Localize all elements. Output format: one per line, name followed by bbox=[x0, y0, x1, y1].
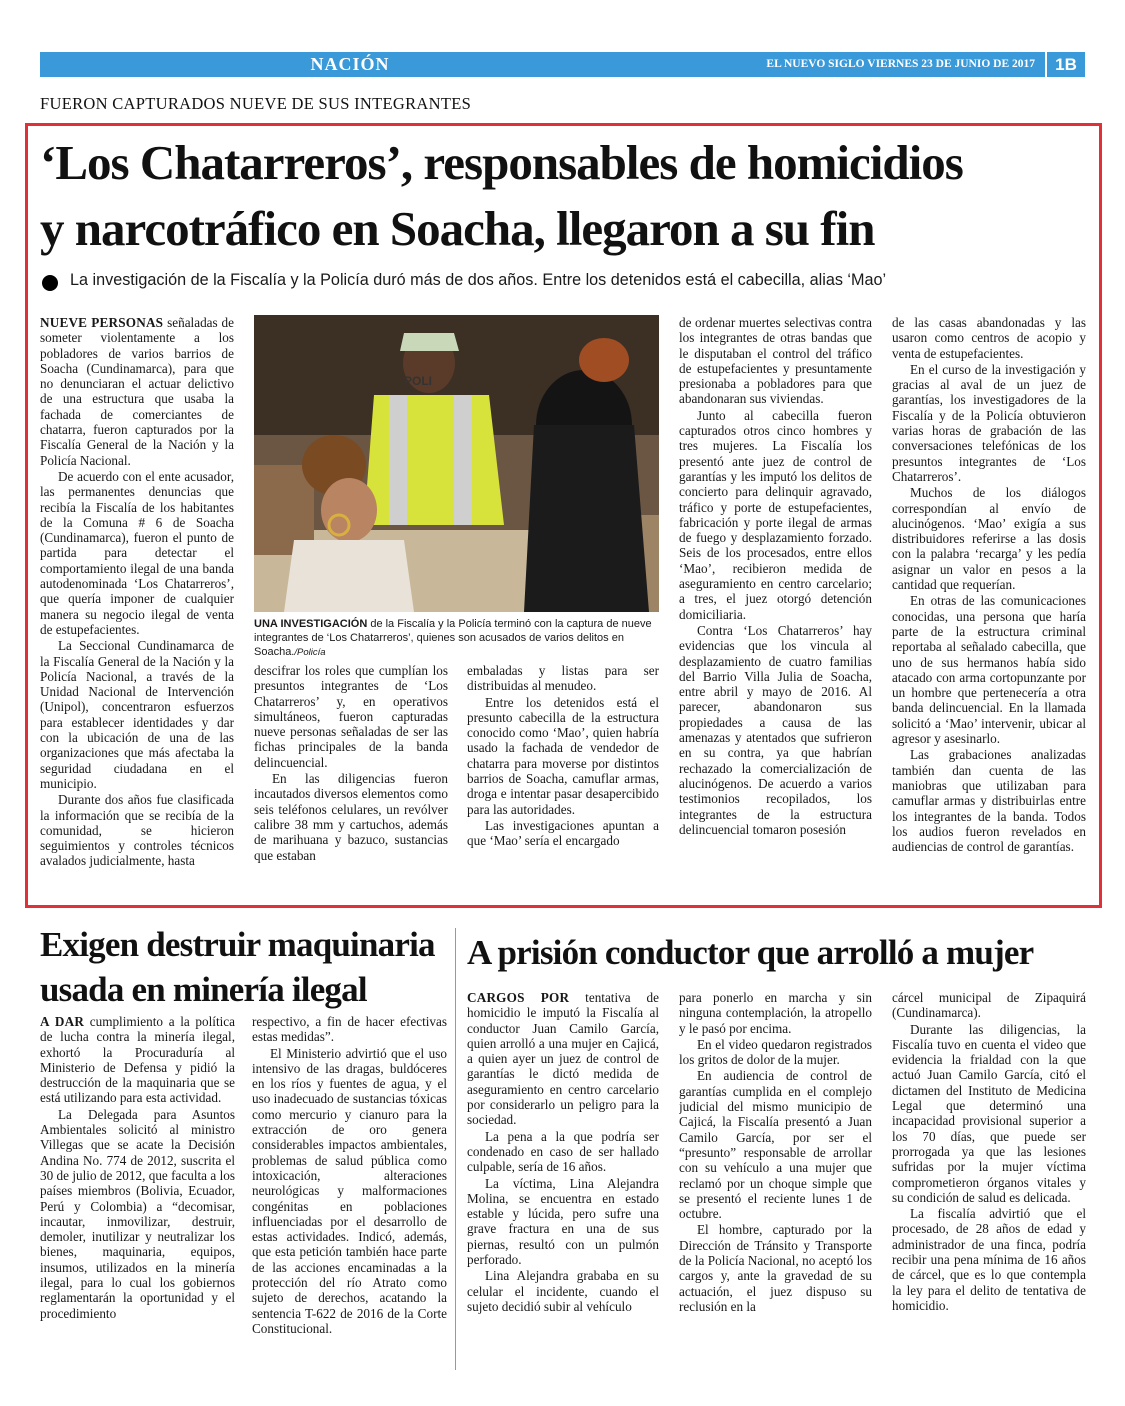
paragraph: embaladas y listas para ser distribuidas al menudeo. bbox=[467, 663, 659, 694]
main-column-2 bbox=[254, 663, 448, 885]
main-subheadline bbox=[42, 270, 1102, 296]
paragraph: En audiencia de control de garantías cumplida en el complejo judicial del mismo municipio de Cajicá, la Fiscalía presentó a Juan Camilo García, por ser el “presunto” responsable de arrollar con su vehículo a una mujer que reclamó por un choque simple que se presentó el reciente lunes 1 de octubre. bbox=[679, 1068, 872, 1222]
paragraph: En el video quedaron registrados los gritos de dolor de la mujer. bbox=[679, 1036, 872, 1068]
paragraph: de ordenar muertes selectivas contra los integrantes de otras bandas que le disputaban el control del tráfico de estupefacientes y presuntamente presionaba a pobladores para que abandonaran sus viviendas. bbox=[679, 315, 872, 407]
article3-column-3 bbox=[892, 990, 1086, 1374]
paragraph: El hombre, capturado por la Dirección de Tránsito y Transporte de la Policía Nacional, no aceptó los cargos y, ante la gravedad de su actuación, el juez dispuso su reclusión en la bbox=[679, 1222, 872, 1314]
publication-date-line: EL NUEVO SIGLO VIERNES 23 DE JUNIO DE 2017 bbox=[766, 58, 1035, 70]
paragraph: respectivo, a fin de hacer efectivas estas medidas”. bbox=[252, 1014, 447, 1045]
paragraph: para ponerlo en marcha y sin ninguna contemplación, la atropello y le pasó por encima. bbox=[679, 990, 872, 1036]
page-number: 1B bbox=[1045, 52, 1085, 77]
main-subheadline-text: La investigación de la Fiscalía y la Policía duró más de dos años. Entre los detenidos está el cabecilla, alias ‘Mao’ bbox=[70, 271, 887, 289]
main-column-5 bbox=[892, 315, 1086, 885]
main-column-4 bbox=[679, 315, 872, 885]
paragraph: El Ministerio advirtió que el uso intensivo de las dragas, buldóceres en los ríos y fuentes de agua, y el uso inadecuado de sustancias tóxicas como mercurio y cianuro para la extracción de oro genera considerables impactos ambientales, problemas de salud pública como intoxicación, alteraciones neurológicas y malformaciones congénitas en poblaciones influenciadas por el desarrollo de estas actividades. Indicó, además, que esta petición también hace parte de las acciones encaminadas a la protección del río Atrato como sujeto de derechos, acatando la sentencia T-622 de 2016 de la Corte Constitucional. bbox=[252, 1045, 447, 1336]
article2-headline-line2: usada en minería ilegal bbox=[40, 970, 367, 1009]
paragraph: Muchos de los diálogos correspondían al envío de alucinógenos. ‘Mao’ exigía a sus distribuidores referirse a las dosis con la palabra ‘recarga’ y les pedía asignar un valor en pesos a la cantidad que requerían. bbox=[892, 485, 1086, 593]
paragraph: La víctima, Lina Alejandra Molina, se encuentra en estado estable y lúcida, pero sufre una grave fractura en una de sus piernas, resultó con un pulmón perforado. bbox=[467, 1175, 659, 1268]
article3-headline: A prisión conductor que arrolló a mujer bbox=[467, 933, 1034, 972]
paragraph: Durante las diligencias, la Fiscalía tuvo en cuenta el video que evidencia la frialdad con la que actuó Juan Camilo García, citó el dictamen del Instituto de Medicina Legal que determinó una incapacidad provisional superior a los 70 días, que puede ser prorrogada ya que las lesiones sufridas por la mujer víctima comprometieron órganos vitales y su condición de salud es delicada. bbox=[892, 1021, 1086, 1205]
article3-column-1 bbox=[467, 990, 659, 1374]
article-photo bbox=[254, 315, 659, 612]
article2-headline bbox=[40, 922, 435, 1012]
paragraph: De acuerdo con el ente acusador, las permanentes denuncias que recibía la Fiscalía de los habitantes de la Comuna # 6 de Soacha (Cundinamarca), fueron el punto de partida para detectar el comportamiento ilegal de una banda autodenominada ‘Los Chatarreros’, que quería imponer de cualquier manera su negocio ilegal de venta de estupefacientes. bbox=[40, 468, 234, 637]
paragraph: A DAR cumplimiento a la política de lucha contra la minería ilegal, exhortó la Procuraduría al Ministerio de Defensa y pidió la destrucción de la maquinaria que se está utilizando para esta actividad. bbox=[40, 1014, 235, 1106]
main-headline-line1: ‘Los Chatarreros’, responsables de homicidios bbox=[40, 135, 963, 190]
main-article-kicker: FUERON CAPTURADOS NUEVE DE SUS INTEGRANTES bbox=[40, 94, 472, 113]
column-divider bbox=[455, 928, 456, 1370]
paragraph: La pena a la que podría ser condenado en caso de ser hallado culpable, sería de 16 años. bbox=[467, 1128, 659, 1175]
paragraph: La Seccional Cundinamarca de la Fiscalía General de la Nación y la Policía Nacional, a través de la Unidad Nacional de Intervención (Unipol), concentraron esfuerzos para establecer identidades y dar con la ubicación de una de las organizaciones que más afectaba la seguridad ciudadana en el municipio. bbox=[40, 638, 234, 791]
photo-caption: UNA INVESTIGACIÓN de la Fiscalía y la Policía terminó con la captura de nueve integrantes de ‘Los Chatarreros’, quienes son acusados de varios delitos en Soacha./Policía bbox=[254, 618, 652, 658]
paragraph: Las investigaciones apuntan a que ‘Mao’ sería el encargado bbox=[467, 817, 659, 849]
main-column-3 bbox=[467, 663, 659, 885]
bullet-dot-icon bbox=[42, 275, 58, 291]
police-arrest-photo bbox=[254, 315, 659, 612]
article2-headline-line1: Exigen destruir maquinaria bbox=[40, 925, 435, 964]
section-header-bar bbox=[40, 52, 1085, 77]
main-headline bbox=[40, 130, 1100, 262]
paragraph: Contra ‘Los Chatarreros’ hay evidencias que los vincula al desplazamiento de cuatro familias del Barrio Villa Julia de Soacha, entre abril y mayo de 2016. Al parecer, abandonaron sus propiedades a causa de las amenazas y atentados que sufrieron en su contra, ya que habrían rechazado la comercialización de alucinógenos. De acuerdo a varios testimonios recopilados, los integrantes de la estructura delincuencial tomaron posesión bbox=[679, 622, 872, 837]
main-headline-line2: y narcotráfico en Soacha, llegaron a su fin bbox=[40, 201, 875, 256]
paragraph: En otras de las comunicaciones conocidas, una persona que haría parte de la estructura criminal reportaba al señalado cabecilla, que uno de sus hermanos había sido atacado con arma cortopunzante por un hombre que pertenecería a otra banda delincuencial. En la llamada solicitó a ‘Mao’ intervenir, ubicar al agresor y asesinarlo. bbox=[892, 593, 1086, 747]
lead-in: CARGOS POR bbox=[467, 990, 570, 1005]
lead-in: A DAR bbox=[40, 1014, 85, 1029]
article2-column-1 bbox=[40, 1014, 235, 1374]
main-column-1 bbox=[40, 315, 234, 885]
paragraph: de las casas abandonadas y las usaron como centros de acopio y venta de estupefacientes. bbox=[892, 315, 1086, 361]
section-name: NACIÓN bbox=[310, 54, 390, 74]
paragraph: Junto al cabecilla fueron capturados otros cinco hombres y tres mujeres. La Fiscalía los presentó ante juez de control de garantías y les imputó los delitos de concierto para delinquir agravado, tráfico y porte de estupefacientes, fabricación y porte ilegal de armas de fuego y desplazamiento forzado. Seis de los procesados, entre ellos ‘Mao’, recibieron medida de aseguramiento en centro carcelario; a tres, el juez otorgó detención domiciliaria. bbox=[679, 407, 872, 622]
paragraph: Lina Alejandra grababa en su celular el incidente, cuando el sujeto decidió subir al vehículo bbox=[467, 1268, 659, 1314]
paragraph: descifrar los roles que cumplían los presuntos integrantes de ‘Los Chatarreros’ y, en operativos simultáneos, fueron capturadas nueve personas señaladas de ser las fichas principales de la banda delincuencial. bbox=[254, 663, 448, 770]
paragraph: La fiscalía advirtió que el procesado, de 28 años de edad y administrador de una finca, podría recibir una pena mínima de 16 años de cárcel, que es lo que contempla la ley para el delito de tentativa de homicidio. bbox=[892, 1206, 1086, 1313]
paragraph: La Delegada para Asuntos Ambientales solicitó al ministro Villegas que se acate la Decisión Andina No. 774 de 2012, suscrita el 30 de julio de 2012, que faculta a los países miembros (Bolivia, Ecuador, Perú y Colombia) a “decomisar, incautar, inmovilizar, destruir, demoler, inutilizar y neutralizar los bienes, maquinaria, equipos, insumos, utilizados en la minería ilegal, para lo cual los gobiernos reglamentarán la oportunidad y el procedimiento bbox=[40, 1106, 235, 1321]
lead-in: NUEVE PERSONAS bbox=[40, 315, 164, 330]
paragraph: NUEVE PERSONAS señaladas de someter violentamente a los pobladores de varios barrios de Soacha (Cundinamarca), para que no denunciaran el actuar delictivo de una estructura que usaba la fachada de comerciantes de chatarra, fueron capturados por la Fiscalía General de la Nación y la Policía Nacional. bbox=[40, 315, 234, 468]
paragraph: En las diligencias fueron incautados diversos elementos como seis teléfonos celulares, un revólver calibre 38 mm y cartuchos, además de marihuana y bazuco, sustancias que estaban bbox=[254, 771, 448, 863]
paragraph: Entre los detenidos está el presunto cabecilla de la estructura conocido como ‘Mao’, quien habría usado la fachada de vendedor de chatarra para moverse por distintos barrios de Soacha, camuflar armas, droga e intentar pasar desapercibido para las autoridades. bbox=[467, 694, 659, 817]
paragraph: CARGOS POR tentativa de homicidio le imputó la Fiscalía al conductor Juan Camilo García, quien arrolló a una mujer en Cajicá, a quien ayer un juez de control de garantías le dictó medida de aseguramiento en centro carcelario por considerarlo un peligro para la sociedad. bbox=[467, 990, 659, 1128]
vest-label: POLI bbox=[404, 374, 433, 388]
paragraph: Durante dos años fue clasificada la información que se recibía de la comunidad, se hicieron seguimientos y controles técnicos avalados judicialmente, hasta bbox=[40, 792, 234, 869]
article3-column-2 bbox=[679, 990, 872, 1374]
photo-credit: /Policía bbox=[294, 647, 326, 658]
article2-column-2 bbox=[252, 1014, 447, 1374]
paragraph: cárcel municipal de Zipaquirá (Cundinamarca). bbox=[892, 990, 1086, 1021]
paragraph: Las grabaciones analizadas también dan cuenta de las maniobras que utilizaban para camuflar armas y distribuirlas entre los integrantes de la banda. Todos los audios fueron revelados en audiencias de control de garantías. bbox=[892, 747, 1086, 855]
caption-lead: UNA INVESTIGACIÓN bbox=[254, 618, 368, 630]
paragraph: En el curso de la investigación y gracias al aval de un juez de garantías, los investigadores de la Fiscalía y de la Policía obtuvieron varias horas de grabación de las conversaciones telefónicas de los presuntos integrantes de ‘Los Chatarreros’. bbox=[892, 361, 1086, 484]
